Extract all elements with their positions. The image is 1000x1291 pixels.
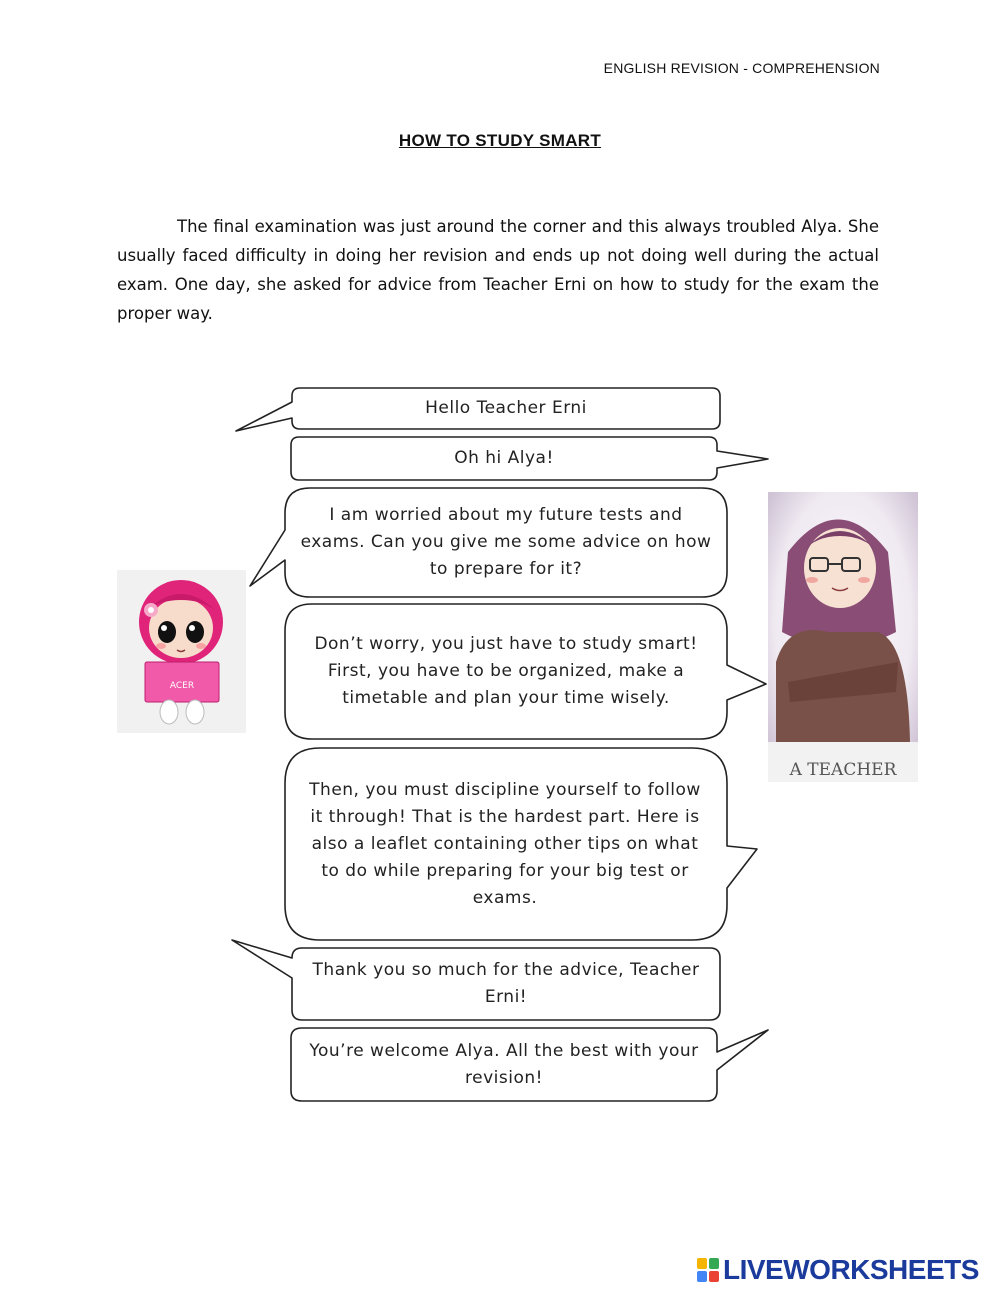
liveworksheets-logo-text: LIVEWORKSHEETS — [723, 1254, 979, 1285]
alya-illustration — [117, 570, 246, 733]
bubble-3-text: I am worried about my future tests and exams. Can you give me some advice on how to prepare for it? — [300, 505, 712, 579]
intro-paragraph: The final examination was just around the corner and this always troubled Alya. She usually faced difficulty in doing her revision and ends up not doing well during the actual exam. One day, she asked for advice from Teacher Erni on how to study for the exam the proper way. — [117, 217, 879, 323]
liveworksheets-logo — [697, 1255, 979, 1285]
liveworksheets-logo-icon — [697, 1258, 719, 1282]
bubble-6-text: Thank you so much for the advice, Teacher Erni! — [312, 960, 700, 1007]
document-title: HOW TO STUDY SMART — [398, 131, 602, 150]
teacher-caption: A TEACHER — [789, 760, 897, 780]
bubble-5-text: Then, you must discipline yourself to follow it through! That is the hardest part. Here is also a leaflet containing other tips on what to do while preparing for your big test or exams. — [309, 779, 701, 908]
alya-board-text: ACER — [169, 681, 195, 691]
bubble-1-text: Hello Teacher Erni — [425, 398, 587, 418]
bubble-7-text: You’re welcome Alya. All the best with your revision! — [309, 1040, 699, 1088]
bubble-2-text: Oh hi Alya! — [454, 448, 554, 468]
teacher-erni-illustration — [768, 492, 918, 782]
course-label: ENGLISH REVISION - COMPREHENSION — [603, 60, 880, 76]
bubble-4-text: Don’t worry, you just have to study smart! First, you have to be organized, make a timetable and plan your time wisely. — [314, 634, 698, 708]
